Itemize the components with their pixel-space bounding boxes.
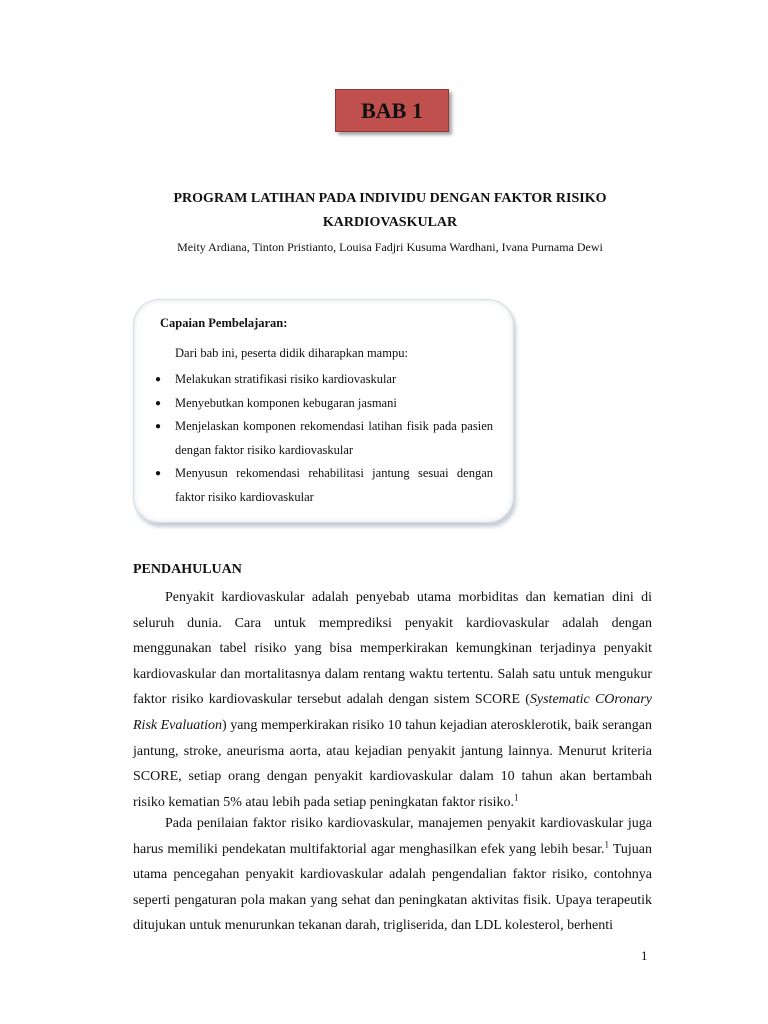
paragraph-text: Penyakit kardiovaskular adalah penyebab utama morbiditas dan kematian dini di seluruh dunia. Cara untuk memprediksi penyakit kardiovaskular adalah dengan menggunakan tabel risiko yang bisa memperkirakan kemungkinan terjadinya penyakit kardiovaskular dan mortalitasnya dalam rentang waktu tertentu. Salah satu untuk mengukur faktor risiko kardiovaskular tersebut adalah dengan sistem SCORE ( bbox=[133, 590, 652, 708]
citation-ref: 1 bbox=[514, 792, 519, 803]
bullet-icon: ● bbox=[155, 421, 162, 432]
bullet-icon: ● bbox=[155, 468, 162, 479]
learning-objectives-box bbox=[133, 299, 514, 523]
paragraph-text: Pada penilaian faktor risiko kardiovaskular, manajemen penyakit kardiovaskular juga harus memiliki pendekatan multifaktorial agar menghasilkan efek yang lebih besar. bbox=[133, 816, 652, 857]
section-heading: PENDAHULUAN bbox=[133, 562, 242, 577]
chapter-title-line-1: PROGRAM LATIHAN PADA INDIVIDU DENGAN FAKTOR RISIKO bbox=[173, 191, 607, 206]
page-number: 1 bbox=[641, 948, 648, 963]
list-item-text: Menyusun rekomendasi rehabilitasi jantung sesuai dengan faktor risiko kardiovaskular bbox=[175, 466, 493, 504]
list-item bbox=[152, 462, 493, 509]
chapter-label: BAB 1 bbox=[335, 89, 449, 132]
bullet-icon: ● bbox=[155, 397, 162, 409]
list-item bbox=[152, 368, 493, 392]
authors: Meity Ardiana, Tinton Pristianto, Louisa Fadjri Kusuma Wardhani, Ivana Purnama Dewi bbox=[177, 240, 603, 254]
list-item-text: Menjelaskan komponen rekomendasi latihan fisik pada pasien dengan faktor risiko kardiovaskular bbox=[175, 419, 493, 457]
paragraph-introduction-2 bbox=[133, 811, 652, 939]
learning-objectives-intro: Dari bab ini, peserta didik diharapkan mampu: bbox=[175, 346, 408, 360]
list-item-text: Menyebutkan komponen kebugaran jasmani bbox=[175, 395, 397, 410]
list-item-text: Melakukan stratifikasi risiko kardiovaskular bbox=[175, 372, 397, 386]
paragraph-text: ) yang memperkirakan risiko 10 tahun kejadian aterosklerotik, baik serangan jantung, stroke, aneurisma aorta, atau kejadian penyakit jantung lainnya. Menurut kriteria SCORE, setiap orang dengan penyakit kardiovaskular dalam 10 tahun akan bertambah risiko kematian 5% atau lebih pada setiap peningkatan faktor risiko. bbox=[133, 717, 653, 810]
list-item bbox=[152, 415, 493, 462]
bullet-icon: ● bbox=[155, 374, 162, 385]
chapter-title-line-2: KARDIOVASKULAR bbox=[322, 215, 458, 230]
list-item bbox=[152, 392, 493, 416]
paragraph-italic-term: Systematic COronary Risk Evaluation bbox=[133, 692, 652, 733]
paragraph-introduction-1 bbox=[133, 585, 652, 815]
chapter-title bbox=[120, 187, 660, 235]
paragraph-text: Tujuan utama pencegahan penyakit kardiovaskular adalah pengendalian faktor risiko, contohnya seperti pengaturan pola makan yang sehat dan peningkatan aktivitas fisik. Upaya terapeutik ditujukan untuk menurunkan tekanan darah, trigliserida, dan LDL kolesterol, berhenti bbox=[133, 841, 652, 934]
learning-objectives-list bbox=[152, 368, 493, 509]
citation-ref: 1 bbox=[604, 838, 610, 849]
learning-objectives-heading: Capaian Pembelajaran: bbox=[160, 316, 288, 330]
